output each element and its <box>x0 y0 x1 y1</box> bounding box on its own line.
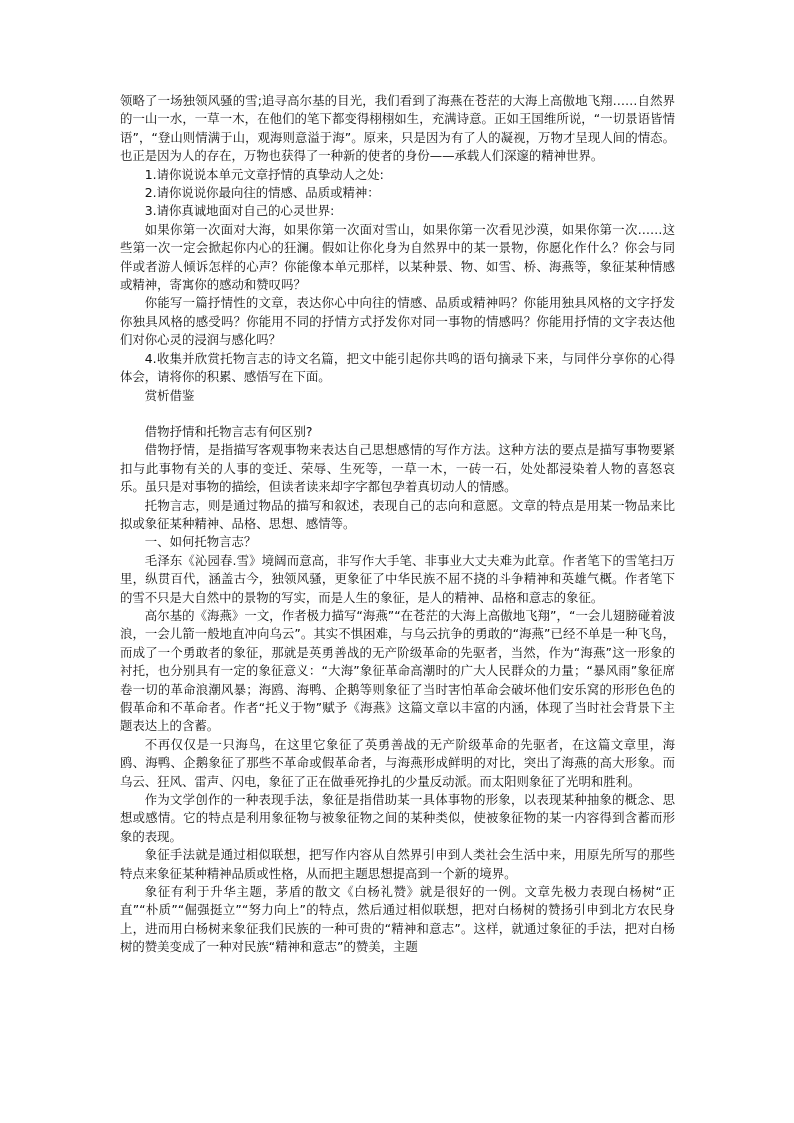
paragraph-can-you-write: 你能写一篇抒情性的文章，表达你心中向往的情感、品质或精神吗？你能用独具风格的文字抒发你独具风格的感受吗？你能用不同的抒情方式抒发你对同一事物的情感吗？你能用抒情的文字表达他们对你心灵的浸润与感化吗？ <box>120 295 675 348</box>
question-3: 3.请你真诚地面对自己的心灵世界: <box>144 203 335 219</box>
paragraph-symbol-method: 象征手法就是通过相似联想，把写作内容从自然界引申到人类社会生活中来，用原先所写的那些特点来象征某种精神品质或性格，从而把主题思想提高到一个新的境界。 <box>120 847 675 881</box>
intro-paragraph: 领略了一场独领风骚的雪;追寻高尔基的目光，我们看到了海燕在苍茫的大海上高傲地飞翔……自然界的一山一水，一草一木，在他们的笔下都变得栩栩如生，充满诗意。正如王国维所说，“一切景语皆情语”，“登山则情满于山，观海则意溢于海”。原来，只是因为有了人的凝视，万物才呈现人间的情态。也正是因为人的存在，万物也获得了一种新的使者的身份——承载人们深邃的精神世界。 <box>120 93 675 164</box>
question-1: 1.请你说说本单元文章抒情的真挚动人之处: <box>144 166 384 182</box>
blank-line <box>120 405 675 423</box>
paragraph-seabird: 不再仅仅是一只海鸟，在这里它象征了英勇善战的无产阶级革命的先驱者，在这篇文章里，海鸥、海鸭、企鹅象征了那些不革命或假革命者，与海燕形成鲜明的对比，突出了海燕的高大形象。而乌云、狂风、雷声、闪电，象征了正在做垂死挣扎的少量反动派。而太阳则象征了光明和胜利。 <box>120 736 675 789</box>
subheading-how: 一、如何托物言志？ <box>144 534 257 550</box>
paragraph-tuowu-yanzhi: 托物言志，则是通过物品的描写和叙述，表现自己的志向和意愿。文章的特点是用某一物品来比拟或象征某种精神、品格、思想、感情等。 <box>120 497 675 531</box>
paragraph-poplar: 象征有利于升华主题，茅盾的散文《白杨礼赞》就是很好的一例。文章先极力表现白杨树“正直”“朴质”“倔强挺立”“努力向上”的特点，然后通过相似联想，把对白杨树的赞扬引申到北方农民身上，进而用白杨树来象征我们民族的一种可贵的“精神和意志”。这样，就通过象征的手法，把对白杨树的赞美变成了一种对民族“精神和意志”的赞美，主题 <box>120 884 675 955</box>
paragraph-symbol-definition: 作为文学创作的一种表现手法，象征是指借助某一具体事物的形象，以表现某种抽象的概念、思想或感情。它的特点是利用象征物与被象征物之间的某种类似，使被象征物的某一内容得到含蓄而形象的表现。 <box>120 792 675 844</box>
section-heading-appreciation: 赏析借鉴 <box>144 387 195 403</box>
question-4: 4.收集并欣赏托物言志的诗文名篇，把文中能引起你共鸣的语句摘录下来，与同伴分享你的心得体会，请将你的积累、感悟写在下面。 <box>120 350 675 385</box>
paragraph-jiewu-shuqing: 借物抒情，是指描写客观事物来表达自己思想感情的写作方法。这种方法的要点是描写事物要紧扣与此事物有关的人事的变迁、荣辱、生死等，一草一木，一砖一石，处处都浸染着人物的喜怒哀乐。虽只是对事物的描绘，但读者读来却字字都包孕着真切动人的情感。 <box>120 442 675 495</box>
subheading-difference: 借物抒情和托物言志有何区别? <box>144 423 313 439</box>
question-2: 2.请你说说你最向往的情感、品质或精神： <box>144 185 380 201</box>
paragraph-first-time: 如果你第一次面对大海，如果你第一次面对雪山，如果你第一次看见沙漠，如果你第一次……这些第一次一定会掀起你内心的狂澜。假如让你化身为自然界中的某一景物，你愿化作什么？你会与同伴或者游人倾诉怎样的心声？你能像本单元那样，以某种景、物、如雪、桥、海燕等，象征某种情感或精神，寄寓你的感动和赞叹吗？ <box>120 221 675 293</box>
paragraph-petrel: 高尔基的《海燕》一文，作者极力描写“海燕”“在苍茫的大海上高傲地飞翔”，“一会儿翅膀碰着波浪，一会儿箭一般地直冲向乌云”。其实不惧困难，与乌云抗争的勇敢的“海燕”已经不单是一种飞鸟，而成了一个勇敢者的象征，那就是英勇善战的无产阶级革命的先驱者，当然，作为“海燕”这一形象的衬托，也分别具有一定的象征意义：“大海”象征革命高潮时的广大人民群众的力量；“暴风雨”象征席卷一切的革命浪潮风暴；海鸥、海鸭、企鹅等则象征了当时害怕革命会破坏他们安乐窝的形形色色的假革命和不革命者。作者“托义于物”赋予《海燕》这篇文章以丰富的内涵，体现了当时社会背景下主题表达上的含蓄。 <box>120 607 675 734</box>
document-body <box>120 92 675 957</box>
paragraph-snow: 毛泽东《沁园春.雪》境阔而意高，非写作大手笔、非事业大丈夫难为此章。作者笔下的雪笔扫万里，纵贯百代，涵盖古今，独领风骚，更象征了中华民族不屈不挠的斗争精神和英雄气概。作者笔下的雪不只是大自然中的景物的写实，而是人生的象征，是人的精神、品格和意志的象征。 <box>120 552 675 605</box>
